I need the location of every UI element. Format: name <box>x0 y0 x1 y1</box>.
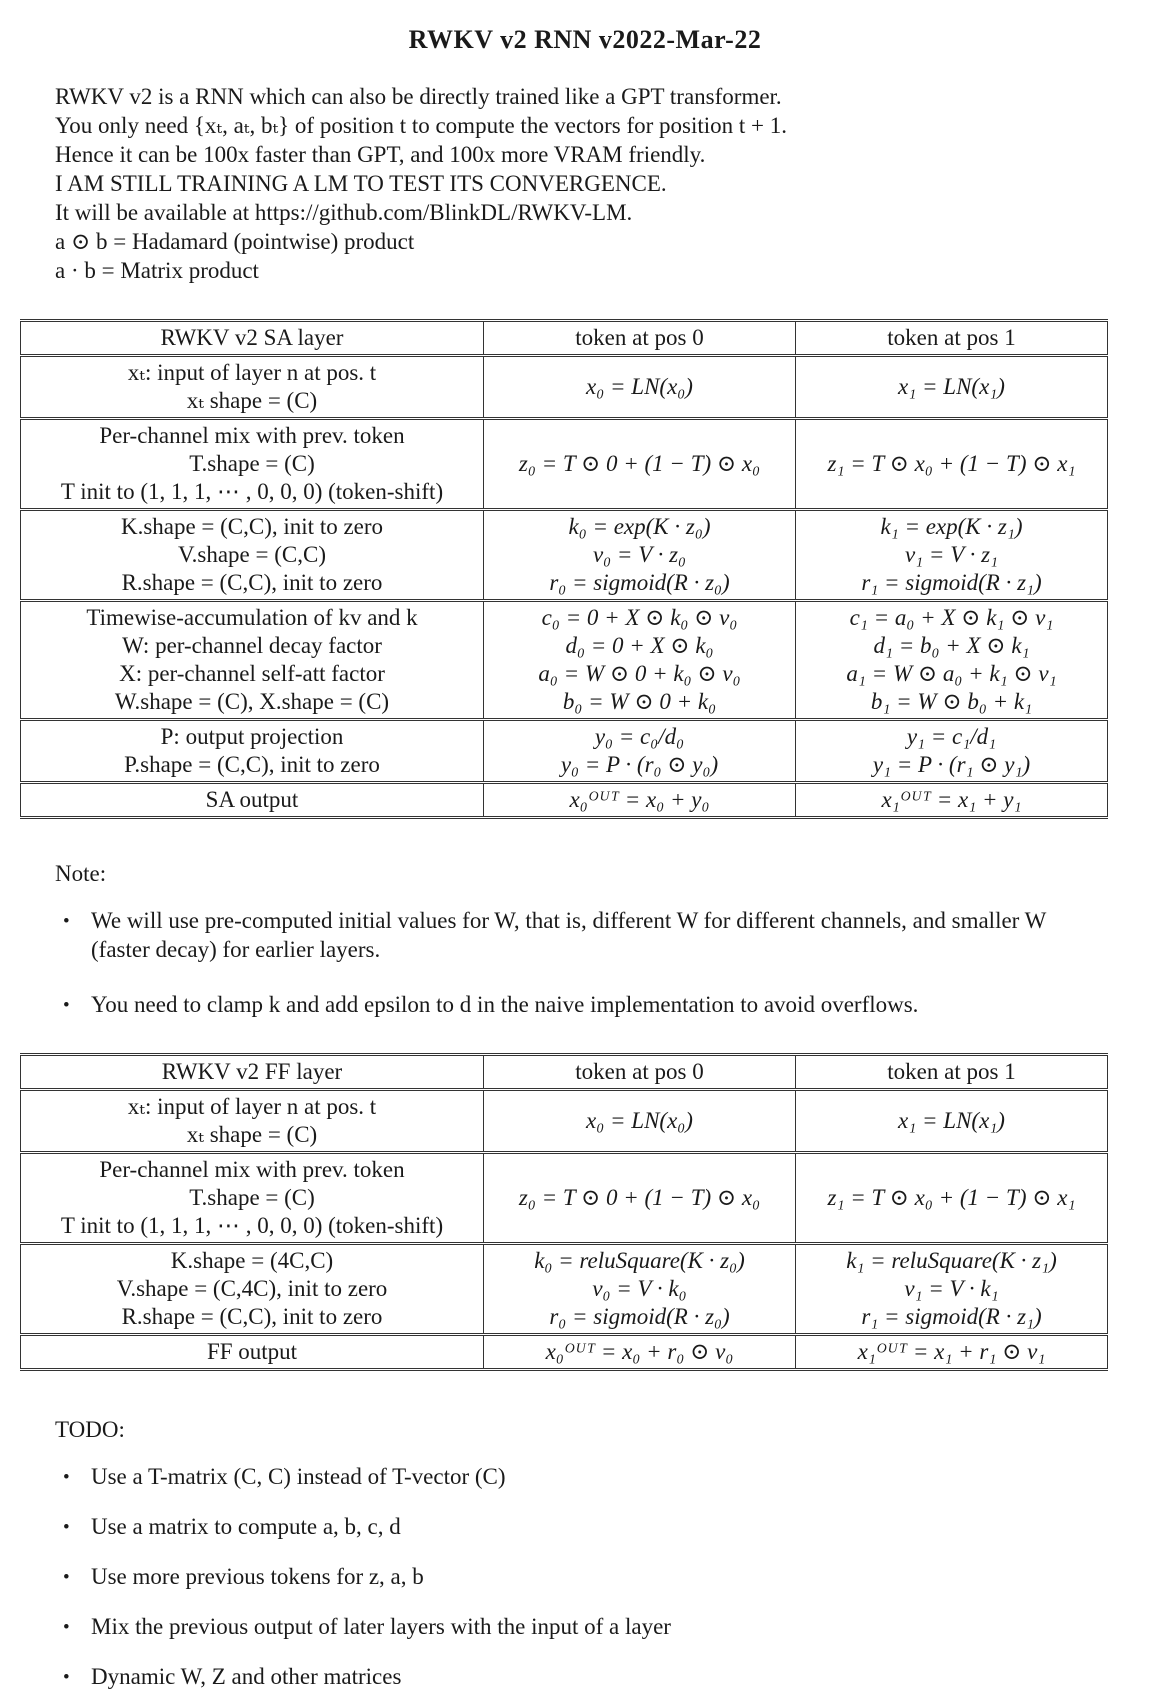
todo-list <box>55 1462 1100 1691</box>
table-row <box>21 1244 1108 1335</box>
sa-row-kvr-label <box>21 510 484 601</box>
note-list <box>55 906 1100 1019</box>
sa-row-output-pos1 <box>796 783 1108 818</box>
todo-item: • Mix the previous output of later layers with the input of a layer <box>55 1612 1100 1641</box>
label-line: Timewise-accumulation of kv and k <box>86 605 418 630</box>
formula-line: a₀ = W ⊙ 0 + k₀ ⊙ v₀ <box>538 661 741 686</box>
formula-line: r₀ = sigmoid(R · z₀) <box>549 570 730 595</box>
formula-line: d₀ = 0 + X ⊙ k₀ <box>565 633 714 658</box>
note-item: • You need to clamp k and add epsilon to d in the naive implementation to avoid overflows. <box>55 990 1100 1019</box>
formula-line: c₀ = 0 + X ⊙ k₀ ⊙ v₀ <box>541 605 738 630</box>
label-line: xₜ: input of layer n at pos. t <box>127 1094 377 1119</box>
ff-row-kvr-label <box>21 1244 484 1335</box>
label-line: K.shape = (C,C), init to zero <box>120 514 384 539</box>
formula-line: k₁ = reluSquare(K · z₁) <box>846 1248 1057 1273</box>
label-line: T.shape = (C) <box>189 1185 315 1210</box>
formula-line: k₁ = exp(K · z₁) <box>880 514 1023 539</box>
todo-item: • Use a matrix to compute a, b, c, d <box>55 1512 1100 1541</box>
formula-line: b₀ = W ⊙ 0 + k₀ <box>562 689 717 714</box>
todo-item: • Use more previous tokens for z, a, b <box>55 1562 1100 1591</box>
formula-line: k₀ = reluSquare(K · z₀) <box>534 1248 745 1273</box>
label-line: T init to (1, 1, 1, ⋯ , 0, 0, 0) (token-shift) <box>60 1213 444 1238</box>
formula-line: r₁ = sigmoid(R · z₁) <box>861 570 1042 595</box>
sa-table-header-row <box>21 321 1108 356</box>
table-row <box>21 720 1108 783</box>
formula-line: y₀ = c₀/d₀ <box>594 724 685 749</box>
label-line: xₜ shape = (C) <box>186 388 318 413</box>
formula-line: d₁ = b₀ + X ⊙ k₁ <box>873 633 1030 658</box>
table-row <box>21 1335 1108 1370</box>
page-title: RWKV v2 RNN v2022-Mar-22 <box>408 25 762 54</box>
formula-line: v₁ = V · z₁ <box>904 542 999 567</box>
formula-line: x₀ᴼᵁᵀ = x₀ + r₀ ⊙ v₀ <box>545 1339 734 1364</box>
sa-header-pos1: token at pos 1 <box>796 321 1108 356</box>
sa-row-projection-pos1 <box>796 720 1108 783</box>
ff-row-mix-label <box>21 1153 484 1244</box>
sa-row-projection-label <box>21 720 484 783</box>
table-row <box>21 356 1108 419</box>
formula-line: v₀ = V · z₀ <box>592 542 687 567</box>
label-line: T init to (1, 1, 1, ⋯ , 0, 0, 0) (token-shift) <box>60 479 444 504</box>
ff-header-pos0: token at pos 0 <box>484 1055 796 1090</box>
note-heading: Note: <box>55 861 107 886</box>
sa-row-timewise-label <box>21 601 484 720</box>
ff-row-input-pos1 <box>796 1090 1108 1153</box>
formula-line: y₁ = P · (r₁ ⊙ y₁) <box>872 752 1031 777</box>
label-line: xₜ: input of layer n at pos. t <box>127 360 377 385</box>
table-row <box>21 1153 1108 1244</box>
ff-row-output-label <box>21 1335 484 1370</box>
sa-header-layer: RWKV v2 SA layer <box>21 321 484 356</box>
formula-line: z₁ = T ⊙ x₀ + (1 − T) ⊙ x₁ <box>827 1185 1076 1210</box>
label-line: K.shape = (4C,C) <box>170 1248 334 1273</box>
sa-row-mix-pos1 <box>796 419 1108 510</box>
formula-line: r₁ = sigmoid(R · z₁) <box>861 1304 1042 1329</box>
label-line: R.shape = (C,C), init to zero <box>121 1304 383 1329</box>
intro-line: RWKV v2 is a RNN which can also be directly trained like a GPT transformer. <box>55 84 782 109</box>
label-line: Per-channel mix with prev. token <box>99 1157 405 1182</box>
label-line: R.shape = (C,C), init to zero <box>121 570 383 595</box>
ff-row-input-label <box>21 1090 484 1153</box>
ff-row-kvr-pos0 <box>484 1244 796 1335</box>
formula-line: z₀ = T ⊙ 0 + (1 − T) ⊙ x₀ <box>518 451 761 476</box>
intro-line: a · b = Matrix product <box>55 258 259 283</box>
formula-line: k₀ = exp(K · z₀) <box>568 514 711 539</box>
ff-row-input-pos0 <box>484 1090 796 1153</box>
formula-line: x₀ = LN(x₀) <box>586 374 693 399</box>
formula-line: x₀ᴼᵁᵀ = x₀ + y₀ <box>569 787 710 812</box>
label-line: W.shape = (C), X.shape = (C) <box>114 689 390 714</box>
formula-line: c₁ = a₀ + X ⊙ k₁ ⊙ v₁ <box>849 605 1054 630</box>
formula-line: x₀ = LN(x₀) <box>586 1108 693 1133</box>
formula-line: x₁ = LN(x₁) <box>898 374 1005 399</box>
ff-layer-table <box>20 1053 1108 1371</box>
sa-row-input-label <box>21 356 484 419</box>
ff-table-header-row <box>21 1055 1108 1090</box>
label-line: FF output <box>206 1339 298 1364</box>
sa-row-input-pos1 <box>796 356 1108 419</box>
formula-line: b₁ = W ⊙ b₀ + k₁ <box>870 689 1033 714</box>
intro-line: a ⊙ b = Hadamard (pointwise) product <box>55 229 415 254</box>
sa-row-projection-pos0 <box>484 720 796 783</box>
sa-row-mix-label <box>21 419 484 510</box>
table-row <box>21 601 1108 720</box>
label-line: X: per-channel self-att factor <box>119 661 385 686</box>
table-row <box>21 1090 1108 1153</box>
todo-heading: TODO: <box>55 1417 125 1442</box>
label-line: V.shape = (C,C) <box>178 542 326 567</box>
label-line: W: per-channel decay factor <box>122 633 382 658</box>
label-line: xₜ shape = (C) <box>186 1122 318 1147</box>
label-line: SA output <box>205 787 299 812</box>
formula-line: z₀ = T ⊙ 0 + (1 − T) ⊙ x₀ <box>518 1185 761 1210</box>
label-line: V.shape = (C,4C), init to zero <box>116 1276 388 1301</box>
table-row <box>21 510 1108 601</box>
ff-header-pos1: token at pos 1 <box>796 1055 1108 1090</box>
ff-row-mix-pos0 <box>484 1153 796 1244</box>
label-line: Per-channel mix with prev. token <box>99 423 405 448</box>
intro-paragraph <box>55 82 1170 285</box>
formula-line: v₀ = V · k₀ <box>592 1276 687 1301</box>
sa-row-kvr-pos1 <box>796 510 1108 601</box>
sa-row-kvr-pos0 <box>484 510 796 601</box>
sa-row-timewise-pos0 <box>484 601 796 720</box>
formula-line: y₁ = c₁/d₁ <box>906 724 997 749</box>
sa-row-timewise-pos1 <box>796 601 1108 720</box>
ff-row-kvr-pos1 <box>796 1244 1108 1335</box>
label-line: T.shape = (C) <box>189 451 315 476</box>
formula-line: z₁ = T ⊙ x₀ + (1 − T) ⊙ x₁ <box>827 451 1076 476</box>
intro-line: You only need {xₜ, aₜ, bₜ} of position t to compute the vectors for position t + 1. <box>55 113 787 138</box>
formula-line: x₁ᴼᵁᵀ = x₁ + r₁ ⊙ v₁ <box>857 1339 1046 1364</box>
formula-line: r₀ = sigmoid(R · z₀) <box>549 1304 730 1329</box>
label-line: P: output projection <box>160 724 344 749</box>
sa-header-pos0: token at pos 0 <box>484 321 796 356</box>
formula-line: x₁ = LN(x₁) <box>898 1108 1005 1133</box>
sa-layer-table <box>20 319 1108 819</box>
formula-line: a₁ = W ⊙ a₀ + k₁ ⊙ v₁ <box>846 661 1057 686</box>
ff-row-mix-pos1 <box>796 1153 1108 1244</box>
intro-line: It will be available at https://github.com/BlinkDL/RWKV-LM. <box>55 200 633 225</box>
ff-header-layer: RWKV v2 FF layer <box>21 1055 484 1090</box>
intro-line: I AM STILL TRAINING A LM TO TEST ITS CONVERGENCE. <box>55 171 667 196</box>
formula-line: x₁ᴼᵁᵀ = x₁ + y₁ <box>881 787 1022 812</box>
intro-line: Hence it can be 100x faster than GPT, and 100x more VRAM friendly. <box>55 142 706 167</box>
table-row <box>21 783 1108 818</box>
formula-line: v₁ = V · k₁ <box>904 1276 999 1301</box>
ff-row-output-pos1 <box>796 1335 1108 1370</box>
table-row <box>21 419 1108 510</box>
todo-item: • Use a T-matrix (C, C) instead of T-vector (C) <box>55 1462 1100 1491</box>
note-item: • We will use pre-computed initial values for W, that is, different W for different channels, and smaller W (faster decay) for earlier layers. <box>55 906 1100 964</box>
label-line: P.shape = (C,C), init to zero <box>124 752 380 777</box>
sa-row-output-pos0 <box>484 783 796 818</box>
formula-line: y₀ = P · (r₀ ⊙ y₀) <box>560 752 719 777</box>
sa-row-mix-pos0 <box>484 419 796 510</box>
sa-row-input-pos0 <box>484 356 796 419</box>
todo-item: • Dynamic W, Z and other matrices <box>55 1662 1100 1691</box>
ff-row-output-pos0 <box>484 1335 796 1370</box>
sa-row-output-label <box>21 783 484 818</box>
